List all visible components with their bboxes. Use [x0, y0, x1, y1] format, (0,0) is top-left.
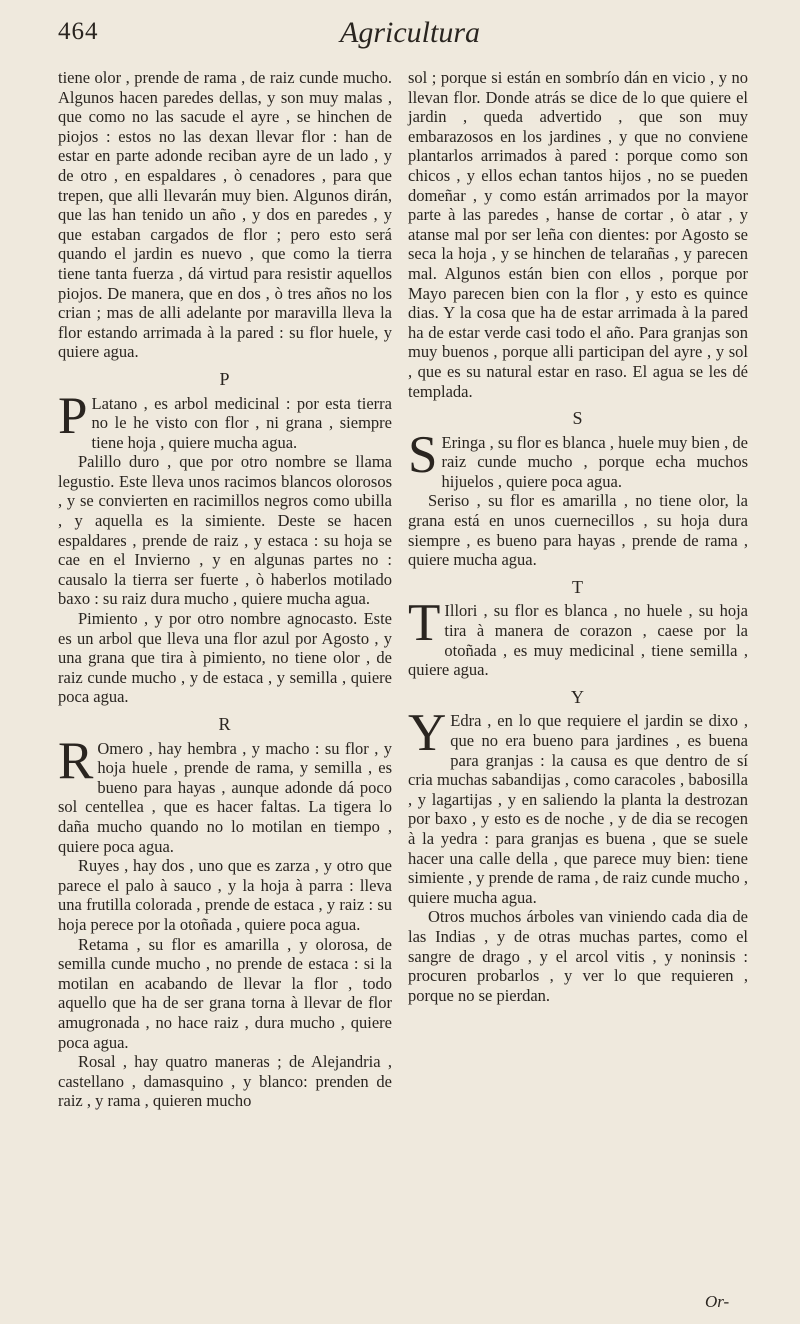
paragraph: Palillo duro , que por otro nombre se llama legustio. Este lleva unos racimos blancos olorosos , y se convierten en racimillos negros como ubilla , y aquella es la simiente. Deste se hacen espaldares , prende de raiz , y estaca : su hoja se cae en el Invierno , y en algunas partes no : causalo la tierra ser fuerte , ò haberlos motilado baxo : su raiz dura mucho , quiere mucha agua.	[58, 452, 392, 609]
catchword: Or-	[705, 1292, 730, 1311]
section-letter: Y	[571, 686, 585, 707]
right-column	[408, 68, 748, 1005]
paragraph: ROmero , hay hembra , y macho : su flor , y hoja huele , prende de rama, y semilla , es bueno para hayas , aunque adonde dá poco sol centellea , que es hacer faltas. La tigera lo daña mucho quando no lo motilan en tiempo , quiere poca agua.	[58, 731, 392, 856]
paragraph: Seriso , su flor es amarilla , no tiene olor, la grana está en unos cuernecillos , su hoja dura siempre , es bueno para hayas , prende de rama , quiere mucha agua.	[408, 491, 748, 570]
paragraph: sol ; porque si están en sombrío dán en vicio , y no llevan flor. Donde atrás se dice de lo que quiere el jardin , queda advertido , que son muy embarazosos en los jardines , y que no conviene plantarlos arrimados à pared : porque como son chicos , y ellos echan tantos hijos , no se pueden domeñar , y como están arrimados por la mayor parte à las paredes , hanse de cortar , ò atar , y atanse mal por ser leña con dientes: por Agosto se seca la hoja , y se hinchen de telarañas , y parecen mal. Algunos están bien con ellos , porque por Mayo parecen bien con la flor , y esto es quince dias. Y la cosa que ha de estar arrimada à la pared ha de estar verde casi todo el año. Para granjas son muy buenos , porque alli participan del ayre , y sol , que es su natural estar en raso. El agua se les dé templada.	[408, 68, 748, 401]
left-column	[58, 68, 392, 1111]
paragraph: PLatano , es arbol medicinal : por esta tierra no le he visto con flor , ni grana , siempre tiene hoja , quiere mucha agua.	[58, 386, 392, 452]
paragraph: Rosal , hay quatro maneras ; de Alejandria , castellano , damasquino , y blanco: prenden de raiz , y rama , quieren mucho	[58, 1052, 392, 1111]
section-letter: R	[218, 714, 232, 734]
paragraph: tiene olor , prende de rama , de raiz cunde mucho. Algunos hacen paredes dellas, y son muy malas , que como no las sacude el ayre , se hinchen de piojos : estos no las dexan llevar flor : han de estar en parte adonde reciban ayre de un lado , y de otro , en espaldares , ò cenadores , para que trepen, que alli llevarán muy bien. Algunos dirán, que las han tenido un año , y dos en paredes , y que estaban cargados de flor ; pero esto será quando el jardin es nuevo , que como la tierra tiene tanta fuerza , dá virtud para resistir aquellos piojos. De manera, que en dos , ò tres años no los crian ; mas de alli adelante por maravilla lleva la flor estando arrimada à la pared : su flor huele, y quiere agua.	[58, 68, 392, 362]
paragraph: Ruyes , hay dos , uno que es zarza , y otro que parece el palo à sauco , y la hoja à parra : lleva una frutilla colorada , prende de estaca , y raiz : su hoja perece por la otoñada , quiere poca agua.	[58, 856, 392, 934]
paragraph: Pimiento , y por otro nombre agnocasto. Este es un arbol que lleva una flor azul por Agosto , y una grana que tira à pimiento, no tiene olor , de raiz cunde mucho , y de estaca , y semilla , quiere poca agua.	[58, 609, 392, 707]
paragraph: Retama , su flor es amarilla , y olorosa, de semilla cunde mucho , no prende de estaca : si la motilan en acabando de llevar la flor , todo aquello que ha de ser grana torna à llevar de flor amugronada , no hace raiz , dura mucho , quiere poca agua.	[58, 934, 392, 1052]
paragraph: Otros muchos árboles van viniendo cada dia de las Indias , y de otras muchas partes, como el sangre de drago , y el arcol vitis , y noninsis : procuren probarlos , y ver lo que requieren , porque no se pierdan.	[408, 907, 748, 1005]
running-title: Agricultura	[340, 16, 480, 49]
paragraph: SEringa , su flor es blanca , huele muy bien , de raiz cunde mucho , porque echa muchos hijuelos , quiere poca agua.	[408, 425, 748, 491]
section-letter: T	[572, 576, 584, 597]
paragraph: YEdra , en lo que requiere el jardin se dixo , que no era bueno para jardines , es buena para granjas : la causa es que dentro de sí cria muchas sabandijas , como caracoles , babosilla , y lagartijas , y en saliendo la planta la destrozan por baxo , y esto es de noche , y de dia se recogen à la yedra : para granjas es buena , que se suele hacer una calle della , que parece muy bien: tiene simiente , y prende de rama , de raiz cunde mucho , quiere mucha agua.	[408, 704, 748, 907]
section-letter: S	[572, 408, 584, 429]
paragraph: TIllori , su flor es blanca , no huele , su hoja tira à manera de corazon , caese por la otoñada , es muy medicinal , tiene semilla , quiere agua.	[408, 594, 748, 680]
section-letter: P	[219, 368, 231, 389]
page-number: 464	[58, 18, 99, 45]
